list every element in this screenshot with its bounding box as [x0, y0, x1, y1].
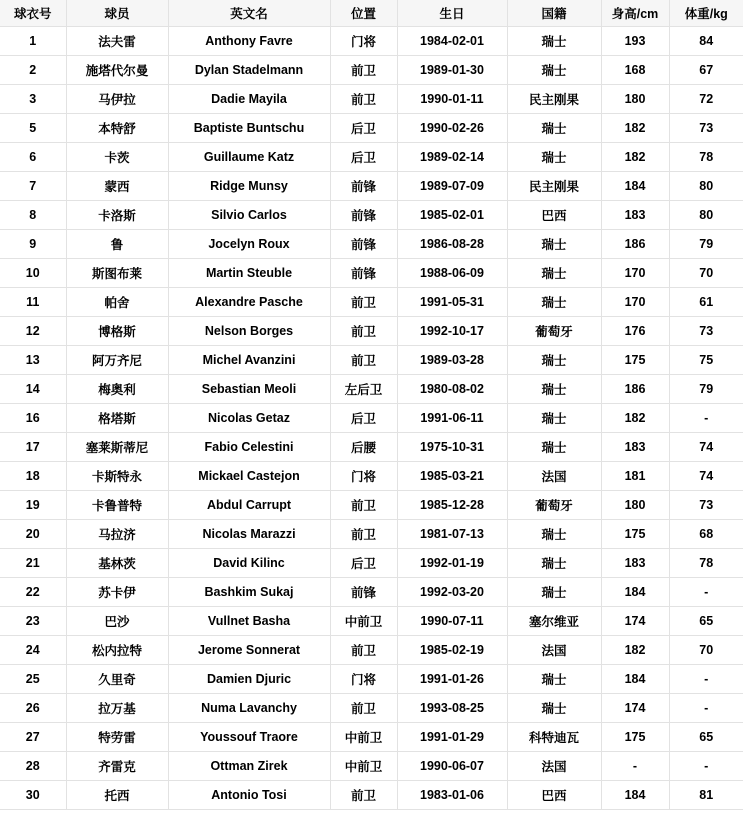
cell-nationality: 巴西 — [507, 781, 601, 810]
cell-player-name-en: Youssouf Traore — [168, 723, 330, 752]
cell-player-name-en: Guillaume Katz — [168, 143, 330, 172]
cell-height-cm: 193 — [601, 27, 669, 56]
cell-jersey-number: 24 — [0, 636, 66, 665]
cell-position: 前锋 — [330, 578, 397, 607]
cell-weight-kg: 84 — [669, 27, 743, 56]
cell-birthday: 1983-01-06 — [397, 781, 507, 810]
cell-height-cm: 183 — [601, 201, 669, 230]
cell-position: 门将 — [330, 665, 397, 694]
cell-weight-kg: - — [669, 578, 743, 607]
cell-player-name-en: Silvio Carlos — [168, 201, 330, 230]
cell-position: 后卫 — [330, 549, 397, 578]
header-jersey-number: 球衣号 — [0, 0, 66, 27]
cell-player-name-cn: 阿万齐尼 — [66, 346, 168, 375]
cell-birthday: 1984-02-01 — [397, 27, 507, 56]
cell-player-name-cn: 塞莱斯蒂尼 — [66, 433, 168, 462]
cell-jersey-number: 9 — [0, 230, 66, 259]
cell-weight-kg: 73 — [669, 317, 743, 346]
table-row — [0, 114, 743, 143]
cell-nationality: 瑞士 — [507, 665, 601, 694]
cell-player-name-cn: 蒙西 — [66, 172, 168, 201]
cell-weight-kg: - — [669, 752, 743, 781]
cell-weight-kg: 79 — [669, 230, 743, 259]
cell-jersey-number: 12 — [0, 317, 66, 346]
cell-jersey-number: 28 — [0, 752, 66, 781]
cell-weight-kg: - — [669, 694, 743, 723]
cell-player-name-en: Vullnet Basha — [168, 607, 330, 636]
cell-height-cm: 184 — [601, 578, 669, 607]
cell-player-name-en: Dadie Mayila — [168, 85, 330, 114]
table-row — [0, 346, 743, 375]
cell-player-name-en: Nicolas Getaz — [168, 404, 330, 433]
cell-weight-kg: 75 — [669, 346, 743, 375]
cell-weight-kg: 80 — [669, 201, 743, 230]
cell-nationality: 瑞士 — [507, 259, 601, 288]
cell-height-cm: 183 — [601, 549, 669, 578]
cell-jersey-number: 30 — [0, 781, 66, 810]
cell-weight-kg: 81 — [669, 781, 743, 810]
cell-jersey-number: 20 — [0, 520, 66, 549]
cell-jersey-number: 11 — [0, 288, 66, 317]
cell-position: 后卫 — [330, 404, 397, 433]
cell-weight-kg: 70 — [669, 259, 743, 288]
cell-jersey-number: 8 — [0, 201, 66, 230]
cell-birthday: 1985-02-01 — [397, 201, 507, 230]
cell-birthday: 1986-08-28 — [397, 230, 507, 259]
cell-nationality: 瑞士 — [507, 404, 601, 433]
cell-position: 前锋 — [330, 172, 397, 201]
cell-position: 前卫 — [330, 346, 397, 375]
cell-player-name-cn: 托西 — [66, 781, 168, 810]
cell-nationality: 民主刚果 — [507, 172, 601, 201]
table-row — [0, 317, 743, 346]
cell-weight-kg: 74 — [669, 433, 743, 462]
cell-position: 前卫 — [330, 288, 397, 317]
cell-birthday: 1980-08-02 — [397, 375, 507, 404]
cell-position: 中前卫 — [330, 752, 397, 781]
cell-player-name-en: Ottman Zirek — [168, 752, 330, 781]
cell-birthday: 1990-02-26 — [397, 114, 507, 143]
header-birthday: 生日 — [397, 0, 507, 27]
cell-weight-kg: 72 — [669, 85, 743, 114]
cell-nationality: 瑞士 — [507, 143, 601, 172]
table-row — [0, 462, 743, 491]
header-player-name-en: 英文名 — [168, 0, 330, 27]
header-position: 位置 — [330, 0, 397, 27]
cell-player-name-cn: 施塔代尔曼 — [66, 56, 168, 85]
cell-height-cm: 184 — [601, 665, 669, 694]
cell-player-name-en: Sebastian Meoli — [168, 375, 330, 404]
cell-height-cm: 175 — [601, 520, 669, 549]
cell-player-name-en: Ridge Munsy — [168, 172, 330, 201]
cell-nationality: 瑞士 — [507, 549, 601, 578]
cell-nationality: 葡萄牙 — [507, 317, 601, 346]
cell-jersey-number: 3 — [0, 85, 66, 114]
player-table-body — [0, 27, 743, 810]
cell-player-name-en: David Kilinc — [168, 549, 330, 578]
cell-weight-kg: 68 — [669, 520, 743, 549]
cell-height-cm: 182 — [601, 404, 669, 433]
cell-jersey-number: 17 — [0, 433, 66, 462]
cell-birthday: 1992-03-20 — [397, 578, 507, 607]
cell-height-cm: 174 — [601, 607, 669, 636]
cell-player-name-en: Mickael Castejon — [168, 462, 330, 491]
cell-player-name-cn: 拉万基 — [66, 694, 168, 723]
cell-jersey-number: 22 — [0, 578, 66, 607]
cell-birthday: 1985-03-21 — [397, 462, 507, 491]
cell-jersey-number: 2 — [0, 56, 66, 85]
cell-height-cm: 182 — [601, 114, 669, 143]
table-row — [0, 433, 743, 462]
cell-position: 门将 — [330, 27, 397, 56]
cell-player-name-cn: 鲁 — [66, 230, 168, 259]
cell-player-name-en: Michel Avanzini — [168, 346, 330, 375]
cell-player-name-cn: 帕舍 — [66, 288, 168, 317]
cell-weight-kg: - — [669, 404, 743, 433]
cell-player-name-en: Jerome Sonnerat — [168, 636, 330, 665]
cell-position: 门将 — [330, 462, 397, 491]
cell-player-name-cn: 特劳雷 — [66, 723, 168, 752]
cell-player-name-en: Martin Steuble — [168, 259, 330, 288]
cell-nationality: 葡萄牙 — [507, 491, 601, 520]
cell-height-cm: 170 — [601, 288, 669, 317]
cell-position: 左后卫 — [330, 375, 397, 404]
table-row — [0, 723, 743, 752]
cell-birthday: 1992-01-19 — [397, 549, 507, 578]
cell-player-name-cn: 苏卡伊 — [66, 578, 168, 607]
cell-position: 中前卫 — [330, 607, 397, 636]
cell-height-cm: 184 — [601, 172, 669, 201]
cell-position: 前卫 — [330, 636, 397, 665]
cell-jersey-number: 19 — [0, 491, 66, 520]
cell-birthday: 1991-05-31 — [397, 288, 507, 317]
cell-position: 前卫 — [330, 781, 397, 810]
cell-weight-kg: 70 — [669, 636, 743, 665]
cell-player-name-en: Antonio Tosi — [168, 781, 330, 810]
cell-weight-kg: 74 — [669, 462, 743, 491]
cell-birthday: 1990-01-11 — [397, 85, 507, 114]
cell-player-name-cn: 卡鲁普特 — [66, 491, 168, 520]
cell-weight-kg: 79 — [669, 375, 743, 404]
cell-birthday: 1990-07-11 — [397, 607, 507, 636]
table-row — [0, 491, 743, 520]
cell-player-name-en: Nelson Borges — [168, 317, 330, 346]
cell-weight-kg: 78 — [669, 143, 743, 172]
cell-nationality: 瑞士 — [507, 27, 601, 56]
cell-birthday: 1985-02-19 — [397, 636, 507, 665]
cell-player-name-cn: 卡茨 — [66, 143, 168, 172]
cell-player-name-cn: 格塔斯 — [66, 404, 168, 433]
cell-weight-kg: 65 — [669, 723, 743, 752]
cell-nationality: 塞尔维亚 — [507, 607, 601, 636]
table-row — [0, 27, 743, 56]
table-row — [0, 578, 743, 607]
cell-nationality: 瑞士 — [507, 520, 601, 549]
cell-player-name-en: Fabio Celestini — [168, 433, 330, 462]
cell-birthday: 1990-06-07 — [397, 752, 507, 781]
cell-height-cm: 168 — [601, 56, 669, 85]
cell-jersey-number: 26 — [0, 694, 66, 723]
cell-player-name-cn: 斯图布莱 — [66, 259, 168, 288]
cell-height-cm: 182 — [601, 636, 669, 665]
cell-weight-kg: - — [669, 665, 743, 694]
cell-birthday: 1975-10-31 — [397, 433, 507, 462]
table-row — [0, 607, 743, 636]
cell-position: 前卫 — [330, 317, 397, 346]
cell-player-name-cn: 法夫雷 — [66, 27, 168, 56]
cell-height-cm: 186 — [601, 375, 669, 404]
cell-position: 前锋 — [330, 201, 397, 230]
cell-height-cm: 175 — [601, 346, 669, 375]
cell-player-name-cn: 久里奇 — [66, 665, 168, 694]
table-row — [0, 781, 743, 810]
cell-weight-kg: 73 — [669, 114, 743, 143]
cell-nationality: 法国 — [507, 462, 601, 491]
cell-jersey-number: 1 — [0, 27, 66, 56]
cell-jersey-number: 10 — [0, 259, 66, 288]
cell-jersey-number: 7 — [0, 172, 66, 201]
cell-nationality: 瑞士 — [507, 375, 601, 404]
cell-nationality: 法国 — [507, 636, 601, 665]
cell-player-name-cn: 马伊拉 — [66, 85, 168, 114]
cell-nationality: 瑞士 — [507, 578, 601, 607]
cell-position: 后卫 — [330, 143, 397, 172]
table-row — [0, 201, 743, 230]
cell-player-name-cn: 本特舒 — [66, 114, 168, 143]
cell-player-name-en: Abdul Carrupt — [168, 491, 330, 520]
table-row — [0, 520, 743, 549]
cell-height-cm: - — [601, 752, 669, 781]
cell-player-name-cn: 松内拉特 — [66, 636, 168, 665]
cell-birthday: 1991-06-11 — [397, 404, 507, 433]
cell-player-name-en: Nicolas Marazzi — [168, 520, 330, 549]
table-row — [0, 665, 743, 694]
cell-nationality: 瑞士 — [507, 694, 601, 723]
table-row — [0, 752, 743, 781]
cell-player-name-cn: 基林茨 — [66, 549, 168, 578]
table-row — [0, 85, 743, 114]
cell-jersey-number: 14 — [0, 375, 66, 404]
table-row — [0, 694, 743, 723]
cell-nationality: 法国 — [507, 752, 601, 781]
cell-height-cm: 170 — [601, 259, 669, 288]
cell-player-name-cn: 巴沙 — [66, 607, 168, 636]
cell-player-name-en: Damien Djuric — [168, 665, 330, 694]
cell-player-name-cn: 卡斯特永 — [66, 462, 168, 491]
cell-weight-kg: 73 — [669, 491, 743, 520]
cell-birthday: 1989-01-30 — [397, 56, 507, 85]
table-row — [0, 636, 743, 665]
cell-position: 前卫 — [330, 56, 397, 85]
cell-player-name-cn: 梅奥利 — [66, 375, 168, 404]
cell-height-cm: 186 — [601, 230, 669, 259]
cell-birthday: 1989-07-09 — [397, 172, 507, 201]
cell-position: 后腰 — [330, 433, 397, 462]
cell-nationality: 瑞士 — [507, 114, 601, 143]
cell-height-cm: 183 — [601, 433, 669, 462]
cell-jersey-number: 18 — [0, 462, 66, 491]
cell-player-name-cn: 卡洛斯 — [66, 201, 168, 230]
cell-nationality: 瑞士 — [507, 56, 601, 85]
cell-height-cm: 174 — [601, 694, 669, 723]
cell-position: 前卫 — [330, 694, 397, 723]
cell-player-name-en: Numa Lavanchy — [168, 694, 330, 723]
cell-birthday: 1985-12-28 — [397, 491, 507, 520]
cell-position: 前卫 — [330, 520, 397, 549]
cell-jersey-number: 27 — [0, 723, 66, 752]
cell-height-cm: 180 — [601, 85, 669, 114]
cell-nationality: 巴西 — [507, 201, 601, 230]
cell-player-name-en: Dylan Stadelmann — [168, 56, 330, 85]
cell-birthday: 1989-03-28 — [397, 346, 507, 375]
cell-birthday: 1989-02-14 — [397, 143, 507, 172]
cell-nationality: 瑞士 — [507, 346, 601, 375]
table-row — [0, 56, 743, 85]
cell-position: 中前卫 — [330, 723, 397, 752]
cell-nationality: 瑞士 — [507, 433, 601, 462]
table-row — [0, 288, 743, 317]
cell-player-name-en: Baptiste Buntschu — [168, 114, 330, 143]
cell-player-name-en: Alexandre Pasche — [168, 288, 330, 317]
cell-height-cm: 180 — [601, 491, 669, 520]
cell-jersey-number: 13 — [0, 346, 66, 375]
cell-weight-kg: 80 — [669, 172, 743, 201]
cell-player-name-cn: 齐雷克 — [66, 752, 168, 781]
cell-jersey-number: 16 — [0, 404, 66, 433]
table-row — [0, 549, 743, 578]
cell-birthday: 1993-08-25 — [397, 694, 507, 723]
cell-player-name-en: Bashkim Sukaj — [168, 578, 330, 607]
header-height-cm: 身高/cm — [601, 0, 669, 27]
cell-height-cm: 182 — [601, 143, 669, 172]
cell-birthday: 1981-07-13 — [397, 520, 507, 549]
cell-nationality: 科特迪瓦 — [507, 723, 601, 752]
cell-player-name-cn: 马拉济 — [66, 520, 168, 549]
cell-position: 前锋 — [330, 230, 397, 259]
cell-height-cm: 181 — [601, 462, 669, 491]
cell-player-name-cn: 博格斯 — [66, 317, 168, 346]
table-row — [0, 404, 743, 433]
table-row — [0, 143, 743, 172]
header-weight-kg: 体重/kg — [669, 0, 743, 27]
cell-height-cm: 176 — [601, 317, 669, 346]
cell-jersey-number: 21 — [0, 549, 66, 578]
table-row — [0, 172, 743, 201]
cell-nationality: 瑞士 — [507, 230, 601, 259]
cell-jersey-number: 5 — [0, 114, 66, 143]
cell-nationality: 瑞士 — [507, 288, 601, 317]
cell-player-name-en: Anthony Favre — [168, 27, 330, 56]
cell-position: 前卫 — [330, 491, 397, 520]
cell-jersey-number: 23 — [0, 607, 66, 636]
cell-weight-kg: 61 — [669, 288, 743, 317]
cell-birthday: 1992-10-17 — [397, 317, 507, 346]
table-row — [0, 375, 743, 404]
cell-birthday: 1991-01-29 — [397, 723, 507, 752]
header-nationality: 国籍 — [507, 0, 601, 27]
cell-weight-kg: 78 — [669, 549, 743, 578]
cell-weight-kg: 67 — [669, 56, 743, 85]
cell-position: 前锋 — [330, 259, 397, 288]
cell-nationality: 民主刚果 — [507, 85, 601, 114]
table-header-row — [0, 0, 743, 27]
cell-position: 前卫 — [330, 85, 397, 114]
header-player-name-cn: 球员 — [66, 0, 168, 27]
cell-birthday: 1988-06-09 — [397, 259, 507, 288]
cell-player-name-en: Jocelyn Roux — [168, 230, 330, 259]
cell-weight-kg: 65 — [669, 607, 743, 636]
cell-height-cm: 175 — [601, 723, 669, 752]
table-row — [0, 230, 743, 259]
cell-birthday: 1991-01-26 — [397, 665, 507, 694]
cell-position: 后卫 — [330, 114, 397, 143]
cell-jersey-number: 25 — [0, 665, 66, 694]
table-row — [0, 259, 743, 288]
cell-jersey-number: 6 — [0, 143, 66, 172]
cell-height-cm: 184 — [601, 781, 669, 810]
